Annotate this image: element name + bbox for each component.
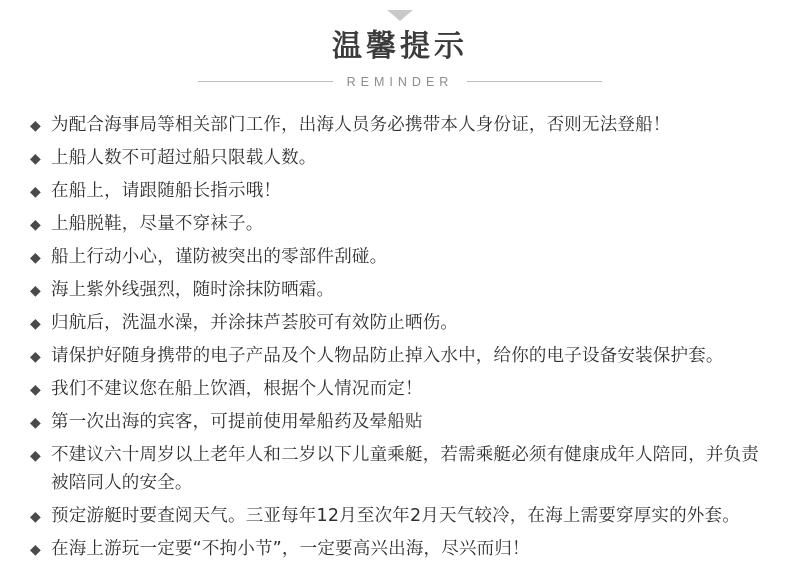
list-item-text: 上船人数不可超过船只限载人数。: [51, 147, 317, 168]
list-item-text: 我们不建议您在船上饮酒，根据个人情况而定！: [51, 378, 423, 399]
diamond-bullet-icon: ◆: [30, 380, 41, 397]
list-item: [30, 502, 772, 530]
diamond-bullet-icon: ◆: [30, 540, 41, 557]
diamond-bullet-icon: ◆: [30, 281, 41, 298]
diamond-bullet-icon: ◆: [30, 507, 41, 524]
page-subtitle: REMINDER: [346, 74, 454, 89]
list-item-text: 在船上，请跟随船长指示哦！: [51, 180, 282, 201]
diamond-bullet-icon: ◆: [30, 149, 41, 166]
list-item-text: 不建议六十周岁以上老年人和二岁以下儿童乘艇，若需乘艇必须有健康成年人陪同，并负责被陪同人的安全。: [51, 444, 759, 493]
list-item: [30, 111, 772, 139]
list-item: [30, 177, 772, 205]
list-item: [30, 441, 772, 497]
list-item: [30, 342, 772, 370]
diamond-bullet-icon: ◆: [30, 347, 41, 364]
diamond-bullet-icon: ◆: [30, 248, 41, 265]
divider-right: [467, 81, 602, 82]
list-item: [30, 408, 772, 436]
tips-list: [0, 111, 800, 563]
list-item: [30, 243, 772, 271]
list-item: [30, 276, 772, 304]
list-item-text: 在海上游玩一定要“不拘小节”，一定要高兴出海，尽兴而归！: [51, 538, 530, 559]
page-header: [0, 30, 800, 89]
list-item-text: 第一次出海的宾客，可提前使用晕船药及晕船贴: [51, 411, 423, 432]
triangle-down-icon: [387, 10, 413, 21]
diamond-bullet-icon: ◆: [30, 413, 41, 430]
list-item-text: 预定游艇时要查阅天气。三亚每年12月至次年2月天气较冷，在海上需要穿厚实的外套。: [51, 505, 740, 526]
diamond-bullet-icon: ◆: [30, 446, 41, 463]
list-item: [30, 144, 772, 172]
list-item-text: 上船脱鞋，尽量不穿袜子。: [51, 213, 264, 234]
list-item-text: 海上紫外线强烈，随时涂抹防晒霜。: [51, 279, 335, 300]
list-item: [30, 309, 772, 337]
divider-left: [198, 81, 333, 82]
list-item: [30, 375, 772, 403]
list-item-text: 归航后，洗温水澡，并涂抹芦荟胶可有效防止晒伤。: [51, 312, 459, 333]
list-item-text: 船上行动小心，谨防被突出的零部件刮碰。: [51, 246, 388, 267]
page-title: 温馨提示: [332, 29, 468, 64]
list-item-text: 为配合海事局等相关部门工作，出海人员务必携带本人身份证，否则无法登船！: [51, 114, 671, 135]
diamond-bullet-icon: ◆: [30, 182, 41, 199]
subtitle-row: [0, 75, 800, 89]
list-item: [30, 210, 772, 238]
list-item: [30, 535, 772, 563]
diamond-bullet-icon: ◆: [30, 215, 41, 232]
list-item-text: 请保护好随身携带的电子产品及个人物品防止掉入水中，给你的电子设备安装保护套。: [51, 345, 724, 366]
diamond-bullet-icon: ◆: [30, 314, 41, 331]
diamond-bullet-icon: ◆: [30, 116, 41, 133]
arrow-container: [0, 0, 800, 18]
